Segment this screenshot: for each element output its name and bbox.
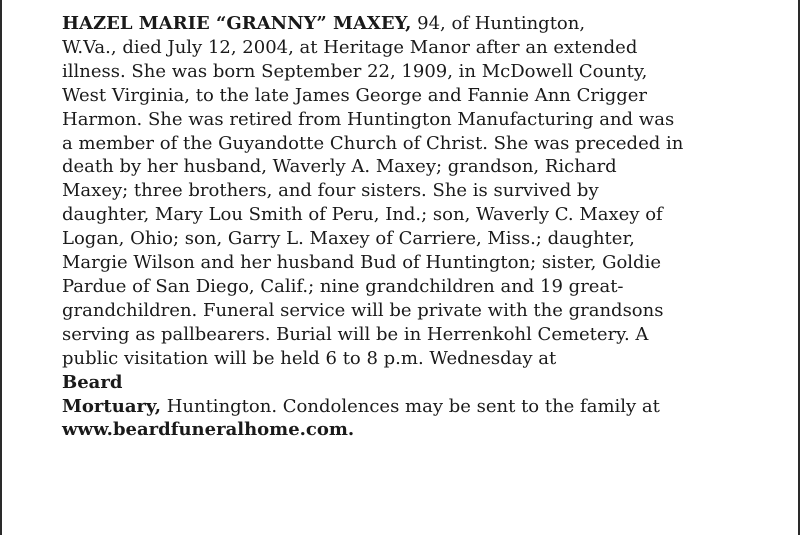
mortuary-name-part1: Beard	[62, 371, 123, 393]
obituary-line-12: Pardue of San Diego, Calif.; nine grandchildren and 19 great-	[62, 275, 624, 297]
obituary-line-15: public visitation will be held 6 to 8 p.m. Wednesday at	[62, 347, 557, 369]
obituary-line-5: Harmon. She was retired from Huntington Manufacturing and was	[62, 108, 675, 130]
obituary-line-10: Logan, Ohio; son, Garry L. Maxey of Carriere, Miss.; daughter,	[62, 228, 635, 250]
obituary-line-2: W.Va., died July 12, 2004, at Heritage Manor after an extended	[62, 36, 638, 58]
obituary-line-4: West Virginia, to the late James George and Fannie Ann Crigger	[62, 84, 648, 106]
obituary-line-14: serving as pallbearers. Burial will be in Herrenkohl Cemetery. A	[62, 323, 649, 345]
obituary-line-13: grandchildren. Funeral service will be private with the grandsons	[62, 299, 664, 321]
obituary-line-18: Mortuary, Huntington. Condolences may be sent to the family at	[62, 395, 660, 417]
mortuary-name-part2: Mortuary,	[62, 395, 161, 417]
obituary-line-9: daughter, Mary Lou Smith of Peru, Ind.; son, Waverly C. Maxey of	[62, 204, 663, 226]
obituary-text	[62, 12, 762, 442]
obituary-line-11: Margie Wilson and her husband Bud of Huntington; sister, Goldie	[62, 252, 661, 274]
deceased-name: HAZEL MARIE “GRANNY” MAXEY,	[62, 13, 412, 34]
obituary-line-8: Maxey; three brothers, and four sisters. She is survived by	[62, 180, 599, 202]
obituary-line-3: illness. She was born September 22, 1909, in McDowell County,	[62, 60, 648, 82]
obituary-line-1: HAZEL MARIE “GRANNY” MAXEY, 94, of Huntington,	[62, 13, 586, 34]
obituary-line-17	[62, 371, 762, 395]
clipping-left-edge	[0, 0, 2, 535]
obituary-line-7: death by her husband, Waverly A. Maxey; grandson, Richard	[62, 156, 617, 178]
obituary-line-6: a member of the Guyandotte Church of Christ. She was preceded in	[62, 132, 684, 154]
funeral-home-website: www.beardfuneralhome.com.	[62, 419, 355, 441]
